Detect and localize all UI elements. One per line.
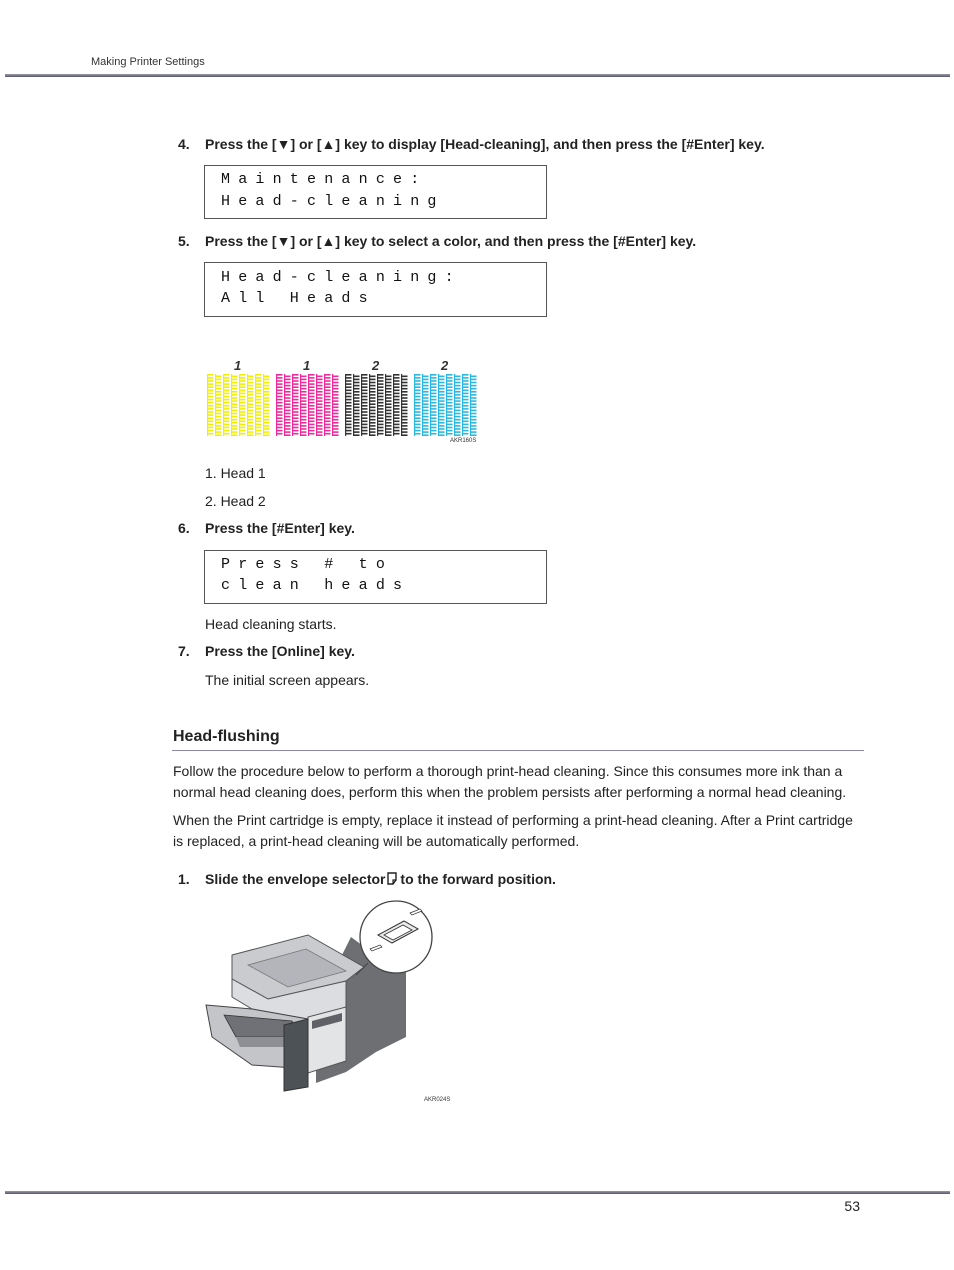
step-text: Press the [#Enter] key. (205, 520, 355, 536)
step-number: 4. (178, 136, 190, 152)
step-number: 1. (178, 871, 190, 887)
section-title: Head-flushing (173, 728, 280, 745)
step-4 (178, 136, 765, 152)
header-rule (5, 74, 950, 77)
lcd-line-1: Press # to (221, 556, 394, 573)
step-text-tail: to the forward position. (396, 871, 556, 887)
running-head: Making Printer Settings (91, 56, 205, 68)
step-7 (178, 643, 355, 659)
step-number: 7. (178, 643, 190, 659)
head-label: 2 (441, 358, 449, 373)
note-initial-screen: The initial screen appears. (205, 672, 370, 688)
footer-rule (5, 1191, 950, 1194)
figure-code: AKR024S (424, 1097, 451, 1103)
head-label: 1 (303, 358, 311, 373)
lcd-line-2: All Heads (221, 290, 376, 307)
nozzle-block-2 (276, 374, 339, 436)
nozzle-block-1 (207, 374, 270, 436)
lcd-line-1: Maintenance: (221, 171, 428, 188)
figure-code: AKR160S (450, 438, 477, 444)
nozzle-block-4 (414, 374, 477, 436)
lcd-display-3 (204, 550, 547, 604)
step-text: Press the [▼] or [▲] key to display [Head-cleaning], and then press the [#Enter] key. (205, 136, 765, 152)
step-number: 6. (178, 520, 190, 536)
step-text: Slide the envelope selector (205, 871, 386, 887)
lcd-line-2: clean heads (221, 577, 411, 594)
step-text: Press the [Online] key. (205, 643, 355, 659)
step-number: 5. (178, 233, 190, 249)
note-head-cleaning-starts: Head cleaning starts. (205, 616, 337, 632)
step-6 (178, 520, 355, 536)
flushing-step-1 (178, 871, 556, 887)
nozzle-block-3 (345, 374, 408, 436)
page-number: 53 (844, 1198, 860, 1214)
step-5 (178, 233, 697, 249)
head-legend-1: 1. Head 1 (205, 465, 266, 481)
envelope-selector-icon (387, 872, 397, 885)
lcd-display-2 (204, 262, 547, 317)
paragraph-2: When the Print cartridge is empty, replace it instead of performing a print-head cleaning. After a Print cartridge is replaced, a print-head cleaning will be automatically performed. (173, 812, 853, 849)
section-rule (172, 750, 864, 751)
paragraph-1: Follow the procedure below to perform a thorough print-head cleaning. Since this consumes more ink than a normal head cleaning does, perform this when the problem persists after performing a normal head cleaning. (173, 763, 847, 800)
printer-illustration (196, 897, 460, 1097)
head-label: 1 (234, 358, 242, 373)
head-nozzle-figure (204, 356, 484, 448)
lcd-display-1 (204, 165, 547, 219)
nozzle-pattern (204, 372, 484, 438)
head-legend-2: 2. Head 2 (205, 493, 266, 509)
lcd-line-1: Head-cleaning: (221, 269, 462, 286)
lcd-line-2: Head-cleaning (221, 193, 445, 210)
step-text: Press the [▼] or [▲] key to select a color, and then press the [#Enter] key. (205, 233, 697, 249)
head-label: 2 (372, 358, 380, 373)
